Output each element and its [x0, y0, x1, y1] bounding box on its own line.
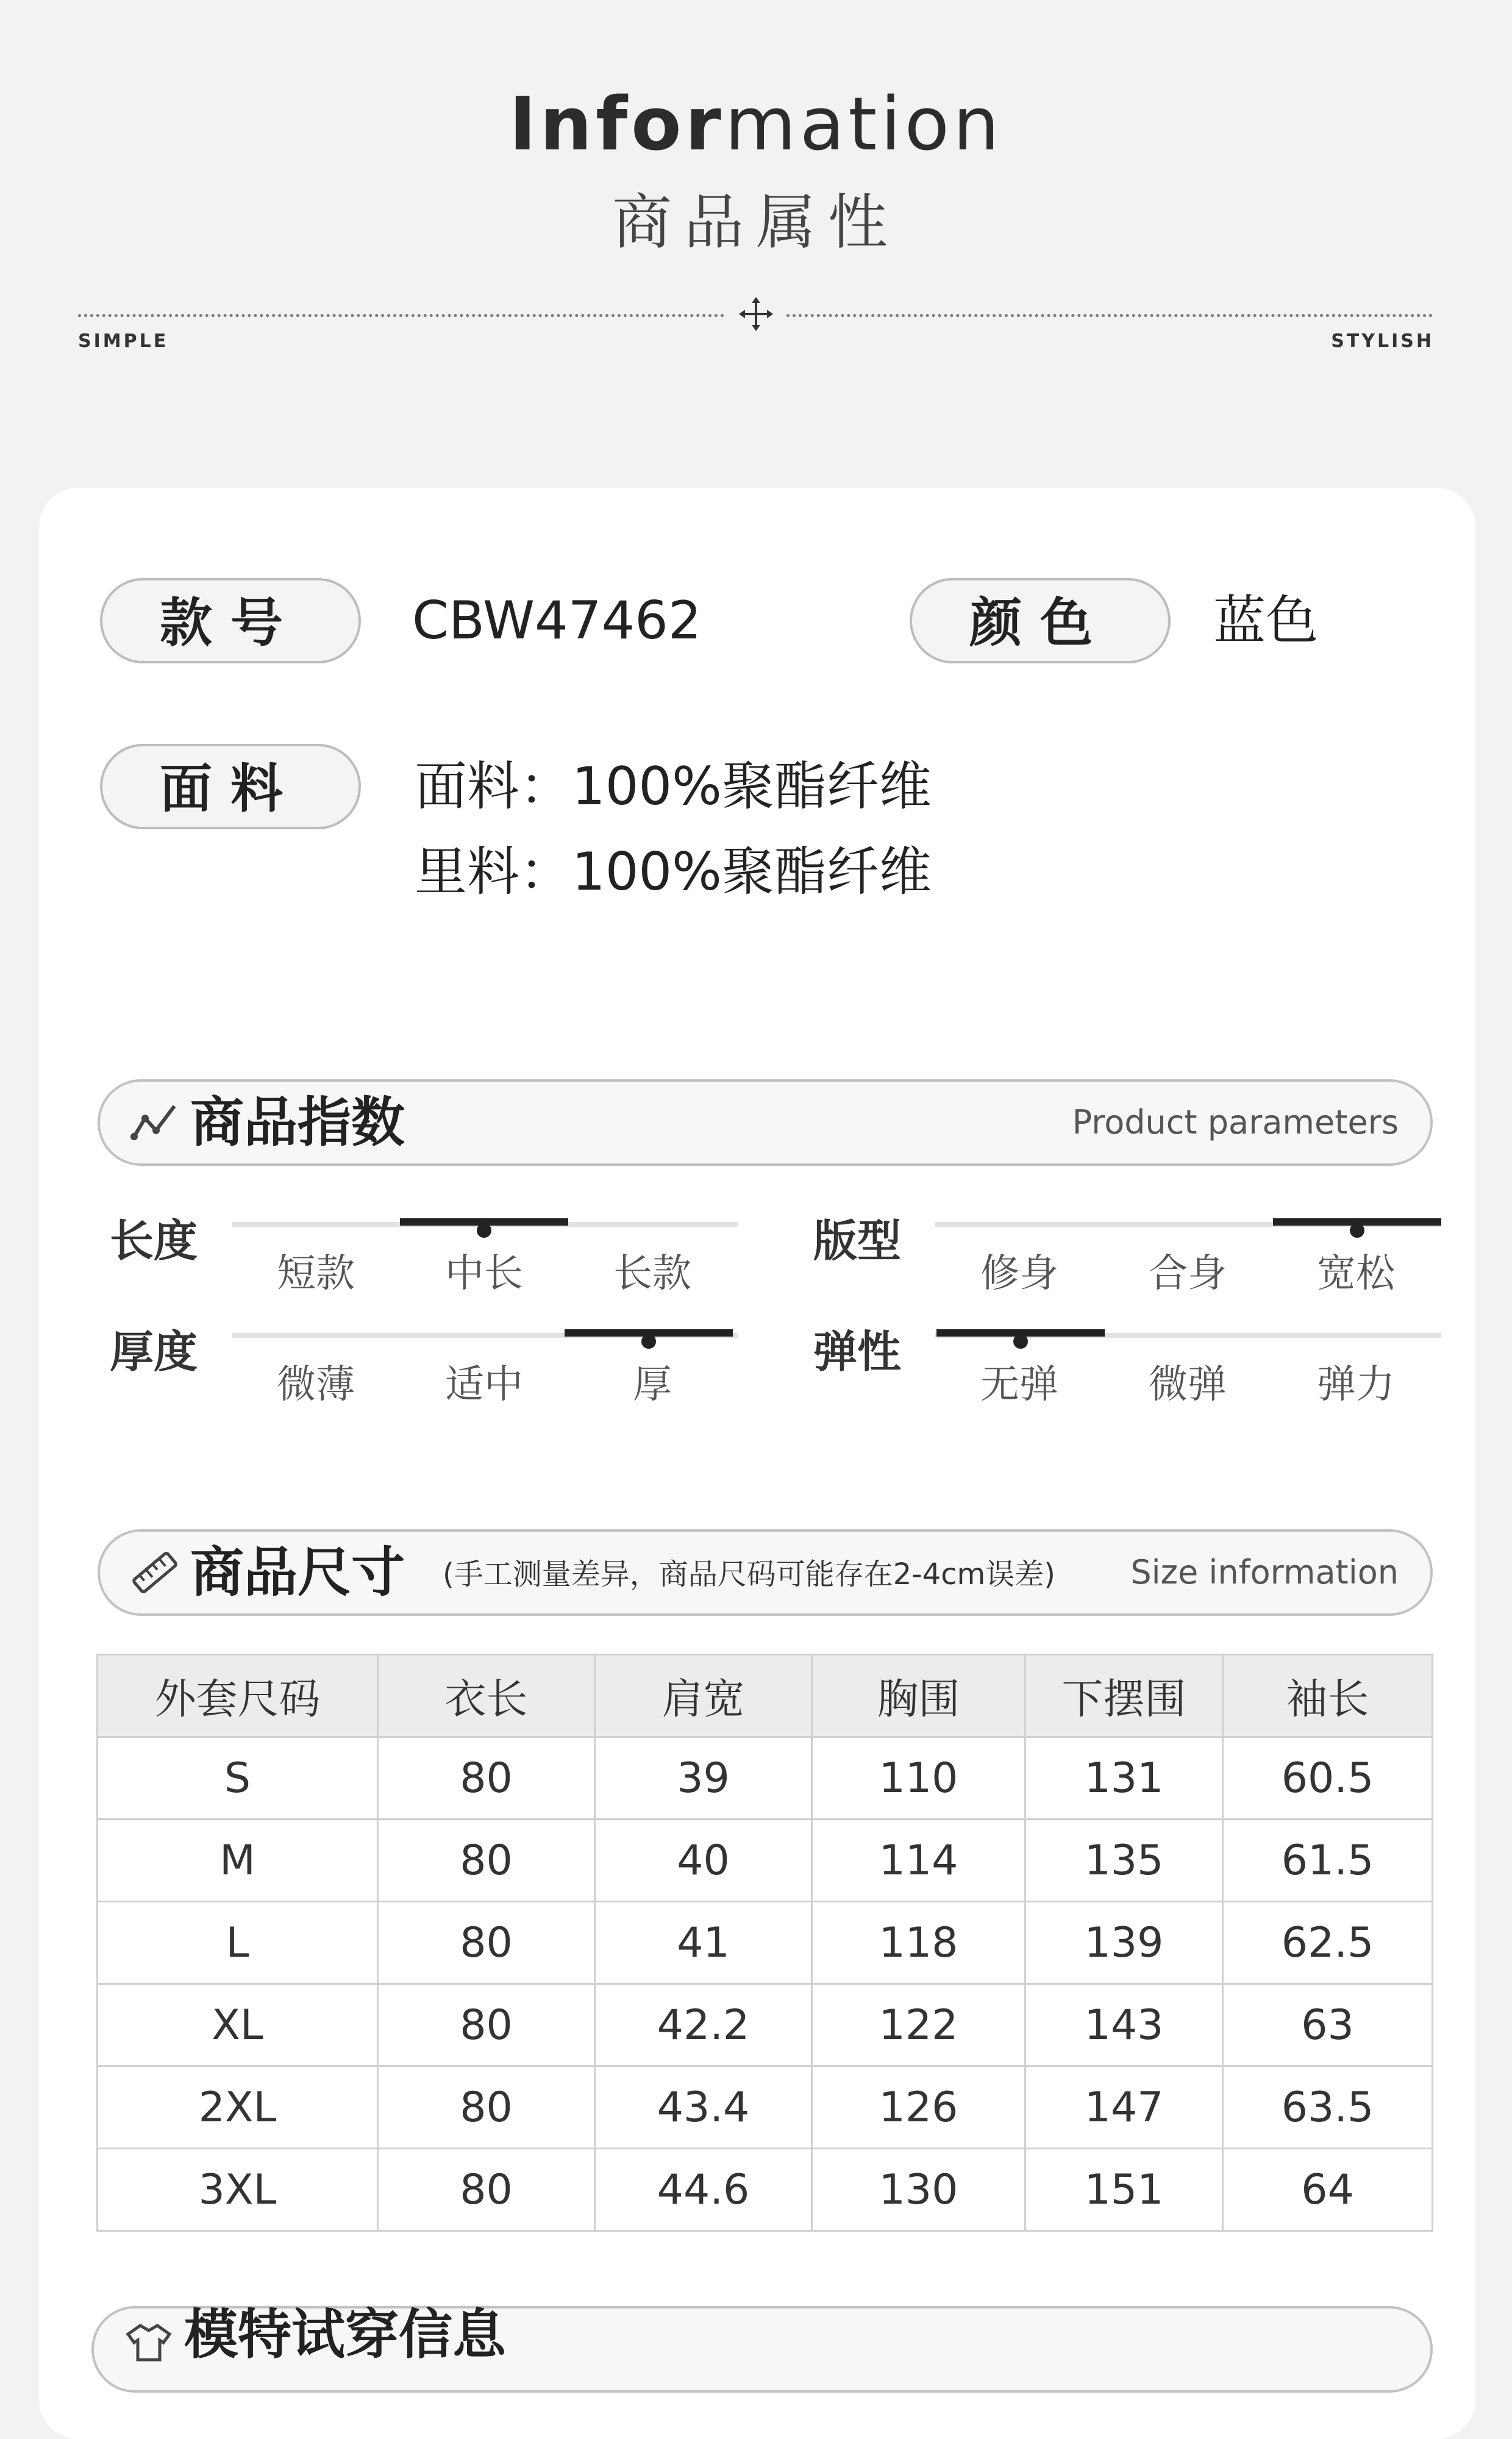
table-row — [98, 1819, 1433, 1902]
table-cell: 147 — [1025, 2066, 1223, 2149]
table-cell: 40 — [595, 1819, 812, 1902]
table-cell: L — [98, 1902, 378, 1984]
table-cell: 42.2 — [595, 1984, 812, 2066]
param-selected-dot — [1350, 1223, 1364, 1238]
param-label-fit: 版型 — [813, 1215, 902, 1266]
right-tag: STYLISH — [1331, 330, 1434, 352]
table-row — [98, 2066, 1433, 2149]
param-option: 合身 — [1149, 1251, 1227, 1296]
table-cell: 60.5 — [1223, 1737, 1433, 1819]
color-pill: 颜色 — [910, 578, 1171, 663]
table-header-cell: 衣长 — [378, 1655, 595, 1737]
table-header-cell: 袖长 — [1223, 1655, 1433, 1737]
table-cell: S — [98, 1737, 378, 1819]
trend-line-icon — [130, 1101, 179, 1144]
table-header-cell: 肩宽 — [595, 1655, 812, 1737]
table-row — [98, 1737, 1433, 1819]
size-title: 商品尺寸 — [190, 1541, 405, 1604]
table-cell: 2XL — [98, 2066, 378, 2149]
table-cell: 63 — [1223, 1984, 1433, 2066]
param-option: 微薄 — [277, 1362, 355, 1407]
table-header-cell: 外套尺码 — [98, 1655, 378, 1737]
table-cell: 61.5 — [1223, 1819, 1433, 1902]
table-row — [98, 1984, 1433, 2066]
color-value: 蓝色 — [1213, 590, 1318, 651]
fabric-pill: 面料 — [100, 744, 361, 829]
table-cell: 135 — [1025, 1819, 1223, 1902]
param-track-fit — [935, 1222, 1441, 1296]
header-subtitle: 商品属性 — [612, 188, 900, 257]
table-cell: 131 — [1025, 1737, 1223, 1819]
param-option: 中长 — [445, 1251, 523, 1296]
param-selected-dot — [477, 1223, 491, 1238]
divider-left — [78, 314, 724, 317]
table-cell: 139 — [1025, 1902, 1223, 1984]
product-index-bar — [98, 1079, 1433, 1166]
param-option: 无弹 — [980, 1362, 1058, 1407]
param-selected-dot — [641, 1334, 656, 1349]
table-row — [98, 2149, 1433, 2231]
fabric-line-2: 里料：100%聚酯纤维 — [415, 841, 932, 902]
table-row — [98, 1902, 1433, 1984]
tshirt-icon — [124, 2321, 173, 2363]
model-title: 模特试穿信息 — [184, 2303, 507, 2366]
table-cell: 126 — [812, 2066, 1025, 2149]
param-track-elasticity — [935, 1333, 1441, 1407]
model-info-bar — [91, 2303, 1433, 2393]
param-option: 长款 — [613, 1251, 691, 1296]
param-option: 厚 — [633, 1362, 672, 1407]
param-option: 微弹 — [1149, 1362, 1227, 1407]
move-cross-icon — [735, 296, 777, 332]
ruler-icon — [130, 1551, 179, 1594]
param-track-thickness — [232, 1333, 738, 1407]
header-title-bold: Infor — [508, 82, 725, 167]
left-tag: SIMPLE — [78, 330, 169, 352]
param-option: 短款 — [277, 1251, 355, 1296]
table-cell: 41 — [595, 1902, 812, 1984]
table-cell: 118 — [812, 1902, 1025, 1984]
table-header-row — [98, 1655, 1433, 1737]
table-cell: 143 — [1025, 1984, 1223, 2066]
param-selected-dot — [1013, 1334, 1028, 1349]
table-cell: 80 — [378, 1737, 595, 1819]
size-table — [96, 1654, 1433, 2232]
table-cell: XL — [98, 1984, 378, 2066]
table-cell: 62.5 — [1223, 1902, 1433, 1984]
param-label-elasticity: 弹性 — [813, 1326, 902, 1377]
table-cell: 110 — [812, 1737, 1025, 1819]
table-cell: 80 — [378, 1819, 595, 1902]
table-cell: 44.6 — [595, 2149, 812, 2231]
style-no-value: CBW47462 — [412, 590, 702, 651]
param-option: 修身 — [980, 1251, 1058, 1296]
param-label-thickness: 厚度 — [110, 1326, 198, 1377]
divider-right — [786, 314, 1433, 317]
header-title-rest: mation — [724, 82, 1004, 167]
table-cell: 122 — [812, 1984, 1025, 2066]
index-en-title: Product parameters — [1072, 1103, 1399, 1141]
table-cell: 39 — [595, 1737, 812, 1819]
param-option: 弹力 — [1317, 1362, 1395, 1407]
size-en-title: Size information — [1130, 1553, 1399, 1591]
header-title — [0, 79, 1512, 171]
table-cell: 64 — [1223, 2149, 1433, 2231]
table-cell: 80 — [378, 1902, 595, 1984]
table-cell: 43.4 — [595, 2066, 812, 2149]
index-title: 商品指数 — [190, 1091, 405, 1154]
fabric-line-1: 面料：100%聚酯纤维 — [415, 756, 932, 817]
table-cell: 80 — [378, 1984, 595, 2066]
param-option: 宽松 — [1317, 1251, 1395, 1296]
size-info-bar — [98, 1529, 1433, 1616]
param-label-length: 长度 — [110, 1215, 198, 1266]
table-cell: 114 — [812, 1819, 1025, 1902]
table-header-cell: 下摆围 — [1025, 1655, 1223, 1737]
table-cell: 151 — [1025, 2149, 1223, 2231]
table-cell: 130 — [812, 2149, 1025, 2231]
param-option: 适中 — [445, 1362, 523, 1407]
table-cell: 3XL — [98, 2149, 378, 2231]
param-track-length — [232, 1222, 738, 1296]
table-cell: 80 — [378, 2066, 595, 2149]
style-no-pill: 款号 — [100, 578, 361, 663]
table-cell: 63.5 — [1223, 2066, 1433, 2149]
table-cell: M — [98, 1819, 378, 1902]
table-header-cell: 胸围 — [812, 1655, 1025, 1737]
size-note: (手工测量差异，商品尺码可能存在2-4cm误差) — [443, 1557, 1056, 1591]
table-cell: 80 — [378, 2149, 595, 2231]
